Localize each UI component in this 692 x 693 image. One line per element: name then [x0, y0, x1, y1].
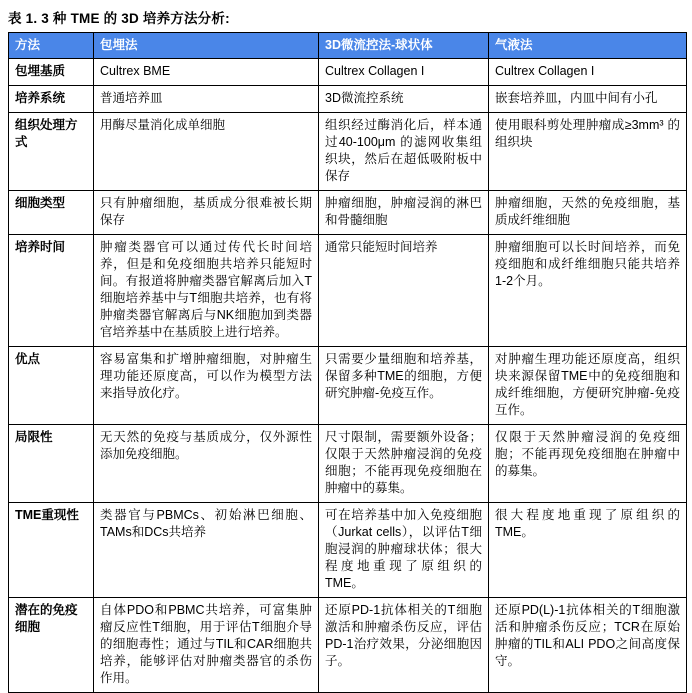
table-cell: 通常只能短时间培养: [319, 235, 489, 347]
table-row-cell-types: [9, 191, 687, 235]
table-row-advantages: [9, 347, 687, 425]
table-cell: 尺寸限制，需要额外设备；仅限于天然肿瘤浸润的免疫细胞；不能再现免疫细胞在肿瘤中的募集。: [319, 425, 489, 503]
tme-methods-table: [8, 32, 687, 693]
table-cell: 肿瘤细胞可以长时间培养，而免疫细胞和成纤维细胞只能共培养1-2个月。: [489, 235, 687, 347]
row-label: 优点: [9, 347, 94, 425]
table-cell: 对肿瘤生理功能还原度高，组织块来源保留TME中的免疫细胞和成纤维细胞，方便研究肿瘤-免疫互作。: [489, 347, 687, 425]
table-cell: 只有肿瘤细胞，基质成分很难被长期保存: [94, 191, 319, 235]
header-cell-air-liquid-method: 气液法: [489, 33, 687, 59]
header-cell-method: 方法: [9, 33, 94, 59]
table-cell: 普通培养皿: [94, 86, 319, 113]
table-cell: Cultrex BME: [94, 59, 319, 86]
table-cell: Cultrex Collagen I: [319, 59, 489, 86]
row-label: 潜在的免疫细胞: [9, 598, 94, 693]
table-cell: 肿瘤类器官可以通过传代长时间培养，但是和免疫细胞共培养只能短时间。有报道将肿瘤类器官解离后加入T细胞培养基中与T细胞共培养，也有将肿瘤类器官解离后与NK细胞加到类器官培养基中在基质胶上进行培养。: [94, 235, 319, 347]
page-title: 表 1. 3 种 TME 的 3D 培养方法分析:: [8, 11, 230, 26]
row-label: TME重现性: [9, 503, 94, 598]
table-cell: 3D微流控系统: [319, 86, 489, 113]
table-header-row: [9, 33, 687, 59]
table-cell: 还原PD-1抗体相关的T细胞激活和肿瘤杀伤反应，评估PD-1治疗效果，分泌细胞因子。: [319, 598, 489, 693]
table-cell: 仅限于天然肿瘤浸润的免疫细胞；不能再现免疫细胞在肿瘤中的募集。: [489, 425, 687, 503]
table-cell: 还原PD(L)-1抗体相关的T细胞激活和肿瘤杀伤反应；TCR在原始肿瘤的TIL和ALI PDO之间高度保守。: [489, 598, 687, 693]
row-label: 培养时间: [9, 235, 94, 347]
table-cell: 嵌套培养皿，内皿中间有小孔: [489, 86, 687, 113]
table-cell: 可在培养基中加入免疫细胞（Jurkat cells），以评估T细胞浸润的肿瘤球状体；很大程度地重现了原组织的TME。: [319, 503, 489, 598]
row-label: 局限性: [9, 425, 94, 503]
table-row-culture-time: [9, 235, 687, 347]
table-cell: 容易富集和扩增肿瘤细胞，对肿瘤生理功能还原度高，可以作为模型方法来指导放化疗。: [94, 347, 319, 425]
table-cell: 自体PDO和PBMC共培养，可富集肿瘤反应性T细胞，用于评估T细胞介导的细胞毒性；通过与TIL和CAR细胞共培养，能够评估对肿瘤类器官的杀伤作用。: [94, 598, 319, 693]
row-label: 包埋基质: [9, 59, 94, 86]
header-cell-microfluidic-method: 3D微流控法-球状体: [319, 33, 489, 59]
table-row-limitations: [9, 425, 687, 503]
table-row-tissue-processing: [9, 113, 687, 191]
row-label: 细胞类型: [9, 191, 94, 235]
header-cell-embedding-method: 包埋法: [94, 33, 319, 59]
table-cell: 用酶尽量消化成单细胞: [94, 113, 319, 191]
table-cell: 使用眼科剪处理肿瘤成≥3mm³ 的组织块: [489, 113, 687, 191]
table-cell: 只需要少量细胞和培养基，保留多种TME的细胞，方便研究肿瘤-免疫互作。: [319, 347, 489, 425]
table-cell: 组织经过酶消化后，样本通过40-100μm 的滤网收集组织块，然后在超低吸附板中保存: [319, 113, 489, 191]
table-row-tme-reproducibility: [9, 503, 687, 598]
table-cell: 肿瘤细胞，肿瘤浸润的淋巴和骨髓细胞: [319, 191, 489, 235]
table-row-potential-immune-cells: [9, 598, 687, 693]
row-label: 组织处理方式: [9, 113, 94, 191]
table-cell: Cultrex Collagen I: [489, 59, 687, 86]
table-cell: 无天然的免疫与基质成分，仅外源性添加免疫细胞。: [94, 425, 319, 503]
table-row-culture-system: [9, 86, 687, 113]
table-row-embedding-matrix: [9, 59, 687, 86]
row-label: 培养系统: [9, 86, 94, 113]
table-cell: 肿瘤细胞，天然的免疫细胞，基质成纤维细胞: [489, 191, 687, 235]
table-cell: 很大程度地重现了原组织的TME。: [489, 503, 687, 598]
table-cell: 类器官与PBMCs、初始淋巴细胞、TAMs和DCs共培养: [94, 503, 319, 598]
